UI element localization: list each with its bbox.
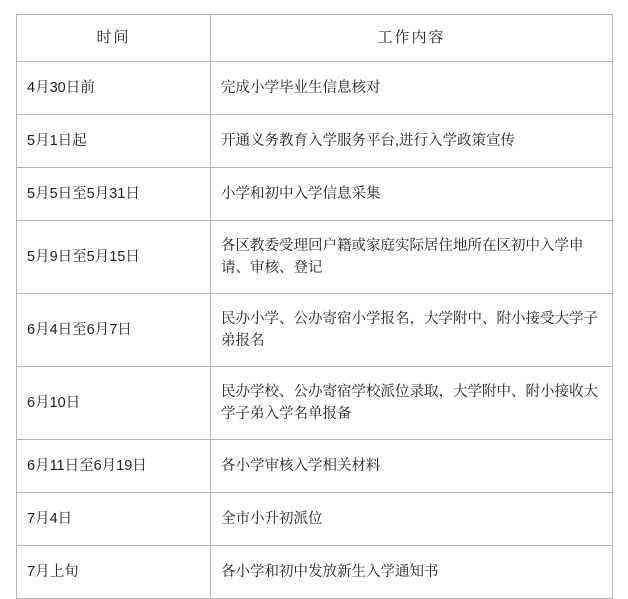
column-header-content: 工作内容 bbox=[211, 15, 613, 62]
cell-time: 7月上旬 bbox=[17, 546, 211, 599]
cell-content: 开通义务教育入学服务平台,进行入学政策宣传 bbox=[211, 115, 613, 168]
table-row bbox=[17, 62, 613, 115]
cell-content: 民办学校、公办寄宿学校派位录取，大学附中、附小接收大学子弟入学名单报备 bbox=[211, 367, 613, 440]
cell-time: 4月30日前 bbox=[17, 62, 211, 115]
admission-schedule-table bbox=[16, 14, 613, 599]
table-row bbox=[17, 115, 613, 168]
table-row bbox=[17, 493, 613, 546]
cell-content: 全市小升初派位 bbox=[211, 493, 613, 546]
table-row bbox=[17, 440, 613, 493]
table-header bbox=[17, 15, 613, 62]
cell-time: 6月10日 bbox=[17, 367, 211, 440]
table-row bbox=[17, 546, 613, 599]
cell-content: 各区教委受理回户籍或家庭实际居住地所在区初中入学申请、审核、登记 bbox=[211, 221, 613, 294]
column-header-time: 时间 bbox=[17, 15, 211, 62]
table-row bbox=[17, 367, 613, 440]
cell-content: 小学和初中入学信息采集 bbox=[211, 168, 613, 221]
cell-content: 各小学审核入学相关材料 bbox=[211, 440, 613, 493]
table-row bbox=[17, 294, 613, 367]
table-row bbox=[17, 221, 613, 294]
cell-content: 各小学和初中发放新生入学通知书 bbox=[211, 546, 613, 599]
table-body bbox=[17, 62, 613, 599]
cell-content: 民办小学、公办寄宿小学报名，大学附中、附小接受大学子弟报名 bbox=[211, 294, 613, 367]
cell-time: 5月5日至5月31日 bbox=[17, 168, 211, 221]
cell-time: 5月1日起 bbox=[17, 115, 211, 168]
table-header-row bbox=[17, 15, 613, 62]
table-row bbox=[17, 168, 613, 221]
cell-time: 7月4日 bbox=[17, 493, 211, 546]
cell-time: 6月4日至6月7日 bbox=[17, 294, 211, 367]
cell-content: 完成小学毕业生信息核对 bbox=[211, 62, 613, 115]
cell-time: 6月11日至6月19日 bbox=[17, 440, 211, 493]
cell-time: 5月9日至5月15日 bbox=[17, 221, 211, 294]
